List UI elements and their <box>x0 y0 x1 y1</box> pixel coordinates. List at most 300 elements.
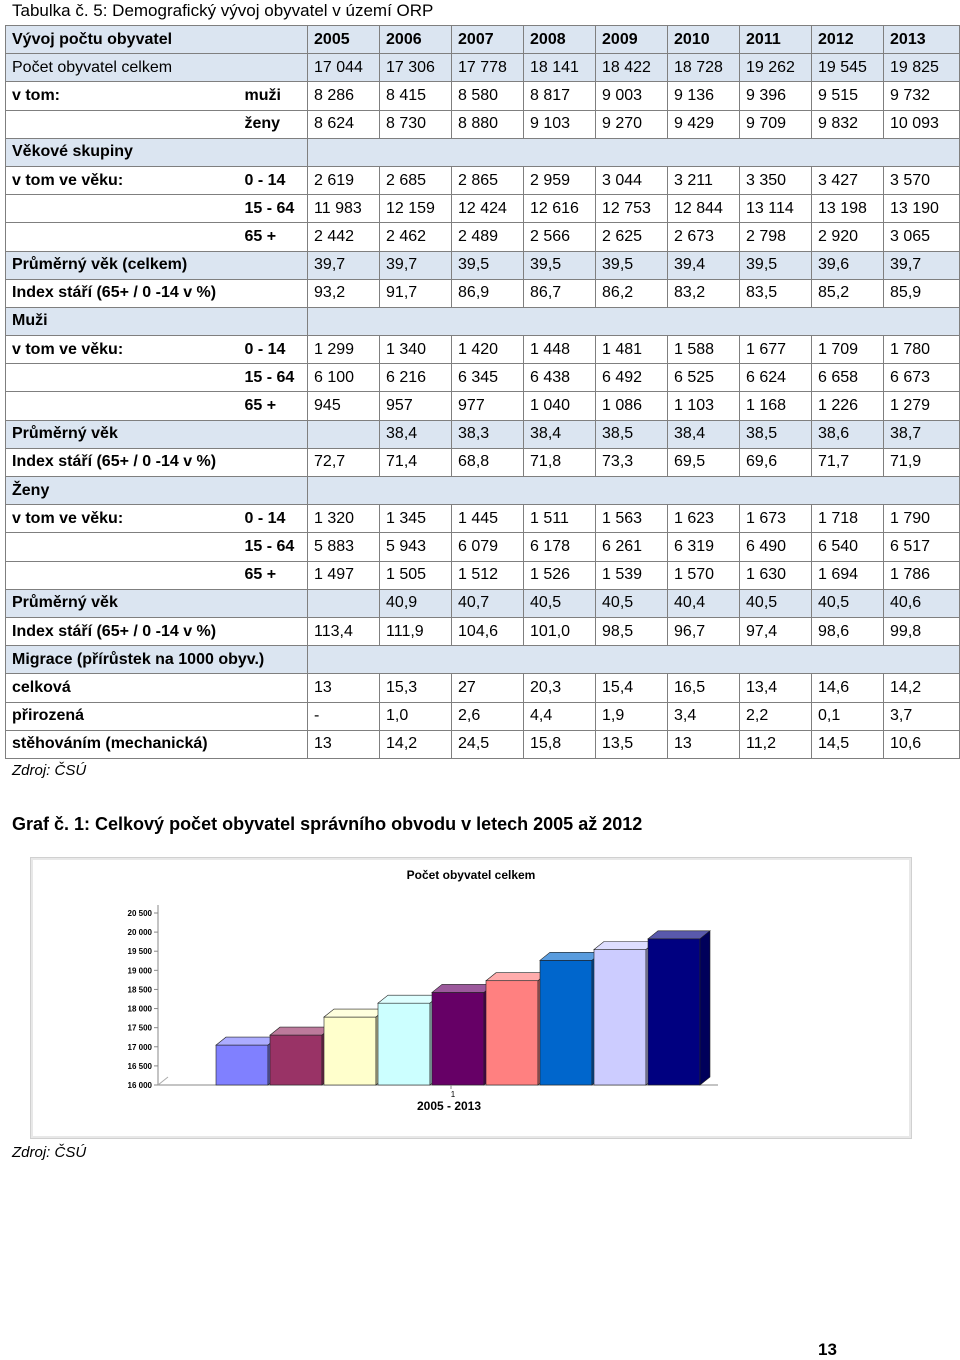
table-row <box>6 561 960 589</box>
row-label: stěhováním (mechanická) <box>6 730 308 758</box>
table-cell: 6 345 <box>452 364 524 392</box>
table-cell: 1 481 <box>596 336 668 364</box>
table-row <box>6 138 960 166</box>
y-tick-label: 19 000 <box>127 966 152 976</box>
table-header-row <box>6 26 960 54</box>
section-label: Ženy <box>6 477 308 505</box>
bar-top <box>324 1009 386 1017</box>
year-header: 2005 <box>308 26 380 54</box>
table-cell: 3 044 <box>596 166 668 194</box>
table-cell: 13 198 <box>812 195 884 223</box>
bar <box>432 992 484 1085</box>
table-cell: 8 817 <box>524 82 596 110</box>
table-cell: 2 489 <box>452 223 524 251</box>
bar-top <box>216 1037 278 1045</box>
row-label: Průměrný věk (celkem) <box>6 251 308 279</box>
section-label: Migrace (přírůstek na 1000 obyv.) <box>6 646 308 674</box>
table-cell: 8 580 <box>452 82 524 110</box>
table-cell: 2 685 <box>380 166 452 194</box>
row-label <box>6 110 239 138</box>
table-cell: 1 563 <box>596 505 668 533</box>
bar <box>378 1003 430 1085</box>
table-cell: 13 <box>308 674 380 702</box>
table-cell: 8 286 <box>308 82 380 110</box>
table-cell: 9 003 <box>596 82 668 110</box>
table-cell: 1 790 <box>884 505 960 533</box>
section-label: Věkové skupiny <box>6 138 308 166</box>
table-cell: 6 216 <box>380 364 452 392</box>
row-sublabel: 15 - 64 <box>239 533 308 561</box>
table-cell: 13 114 <box>740 195 812 223</box>
table-cell: 101,0 <box>524 617 596 645</box>
y-tick-label: 16 000 <box>127 1081 152 1090</box>
table-cell: - <box>308 702 380 730</box>
table-cell: 9 270 <box>596 110 668 138</box>
table-cell: 68,8 <box>452 448 524 476</box>
table-cell: 71,9 <box>884 448 960 476</box>
section-spacer <box>308 307 960 335</box>
row-label: v tom ve věku: <box>6 336 239 364</box>
table-cell: 1 299 <box>308 336 380 364</box>
table-row <box>6 730 960 758</box>
table-cell: 12 616 <box>524 195 596 223</box>
table-cell: 6 100 <box>308 364 380 392</box>
bar <box>486 981 538 1085</box>
table-cell: 14,6 <box>812 674 884 702</box>
table-cell: 69,6 <box>740 448 812 476</box>
table-cell: 73,3 <box>596 448 668 476</box>
table-cell: 9 832 <box>812 110 884 138</box>
bar-top <box>648 931 710 939</box>
table-cell: 6 517 <box>884 533 960 561</box>
table-cell: 40,5 <box>524 589 596 617</box>
table-row <box>6 617 960 645</box>
row-label: v tom ve věku: <box>6 166 239 194</box>
table-row <box>6 646 960 674</box>
table-cell: 1 445 <box>452 505 524 533</box>
y-tick-label: 20 000 <box>127 928 152 938</box>
table-cell: 85,9 <box>884 279 960 307</box>
table-cell: 40,6 <box>884 589 960 617</box>
table-cell: 2 959 <box>524 166 596 194</box>
bar <box>324 1017 376 1085</box>
table-cell: 11 983 <box>308 195 380 223</box>
table-row <box>6 392 960 420</box>
row-label: v tom: <box>6 82 239 110</box>
y-tick-label: 18 000 <box>127 1004 152 1014</box>
table-cell: 6 319 <box>668 533 740 561</box>
table-cell: 3 350 <box>740 166 812 194</box>
table-row <box>6 477 960 505</box>
table-cell: 40,7 <box>452 589 524 617</box>
table-cell: 12 424 <box>452 195 524 223</box>
table-cell: 13 <box>308 730 380 758</box>
row-sublabel: 65 + <box>239 561 308 589</box>
table-cell: 6 624 <box>740 364 812 392</box>
table-cell: 5 883 <box>308 533 380 561</box>
table-cell: 6 438 <box>524 364 596 392</box>
table-cell: 1 103 <box>668 392 740 420</box>
bar <box>216 1045 268 1085</box>
table-cell: 6 492 <box>596 364 668 392</box>
table-cell: 39,5 <box>524 251 596 279</box>
section-spacer <box>308 138 960 166</box>
source-note: Zdroj: ČSÚ <box>12 1144 87 1161</box>
row-sublabel: 0 - 14 <box>239 336 308 364</box>
table-cell: 3 427 <box>812 166 884 194</box>
table-cell: 19 825 <box>884 54 960 82</box>
table-cell: 39,5 <box>740 251 812 279</box>
table-cell: 1 539 <box>596 561 668 589</box>
row-sublabel: muži <box>239 82 308 110</box>
bar <box>270 1035 322 1085</box>
row-label <box>6 392 239 420</box>
table-cell: 40,9 <box>380 589 452 617</box>
table-cell: 1 505 <box>380 561 452 589</box>
table-cell: 40,5 <box>740 589 812 617</box>
bar-top <box>378 995 440 1003</box>
year-header: 2013 <box>884 26 960 54</box>
bar-side <box>700 931 710 1085</box>
table-cell: 9 396 <box>740 82 812 110</box>
table-cell: 2 625 <box>596 223 668 251</box>
table-cell: 10,6 <box>884 730 960 758</box>
table-title: Tabulka č. 5: Demografický vývoj obyvatel v území ORP <box>12 1 434 20</box>
row-sublabel: 15 - 64 <box>239 195 308 223</box>
table-cell: 8 624 <box>308 110 380 138</box>
year-header: 2011 <box>740 26 812 54</box>
table-cell: 86,7 <box>524 279 596 307</box>
table-cell: 1 448 <box>524 336 596 364</box>
row-label <box>6 533 239 561</box>
table-row <box>6 279 960 307</box>
y-tick-label: 16 500 <box>127 1061 152 1071</box>
year-header: 2007 <box>452 26 524 54</box>
table-cell: 38,5 <box>596 420 668 448</box>
table-cell: 12 844 <box>668 195 740 223</box>
table-cell: 40,5 <box>812 589 884 617</box>
table-cell: 38,7 <box>884 420 960 448</box>
table-cell: 1 588 <box>668 336 740 364</box>
row-sublabel: 65 + <box>239 223 308 251</box>
table-cell: 12 753 <box>596 195 668 223</box>
table-cell: 2 566 <box>524 223 596 251</box>
table-cell: 38,4 <box>524 420 596 448</box>
table-cell: 98,6 <box>812 617 884 645</box>
table-row <box>6 674 960 702</box>
table-cell: 39,5 <box>452 251 524 279</box>
table-row <box>6 336 960 364</box>
table-cell: 19 262 <box>740 54 812 82</box>
table-cell: 1 497 <box>308 561 380 589</box>
chart-container <box>30 857 912 1139</box>
table-cell: 13,4 <box>740 674 812 702</box>
table-cell: 3,7 <box>884 702 960 730</box>
table-cell: 1 630 <box>740 561 812 589</box>
bar <box>594 950 646 1085</box>
table-cell: 13,5 <box>596 730 668 758</box>
table-row <box>6 110 960 138</box>
table-cell: 83,5 <box>740 279 812 307</box>
table-cell: 27 <box>452 674 524 702</box>
table-cell: 38,4 <box>380 420 452 448</box>
bar-top <box>594 942 656 950</box>
table-cell: 2 865 <box>452 166 524 194</box>
table-cell: 98,5 <box>596 617 668 645</box>
table-row <box>6 420 960 448</box>
table-cell <box>308 589 380 617</box>
y-tick-label: 19 500 <box>127 947 152 957</box>
table-cell: 2 673 <box>668 223 740 251</box>
table-cell: 1 168 <box>740 392 812 420</box>
table-cell <box>308 420 380 448</box>
table-cell: 71,7 <box>812 448 884 476</box>
table-cell: 104,6 <box>452 617 524 645</box>
table-cell: 12 159 <box>380 195 452 223</box>
row-label: Index stáří (65+ / 0 -14 v %) <box>6 617 308 645</box>
table-cell: 945 <box>308 392 380 420</box>
table-cell: 24,5 <box>452 730 524 758</box>
table-cell: 83,2 <box>668 279 740 307</box>
table-cell: 38,5 <box>740 420 812 448</box>
table-cell: 17 306 <box>380 54 452 82</box>
table-cell: 9 103 <box>524 110 596 138</box>
table-cell: 99,8 <box>884 617 960 645</box>
table-row <box>6 702 960 730</box>
table-cell: 1 420 <box>452 336 524 364</box>
table-body <box>6 54 960 759</box>
table-row <box>6 533 960 561</box>
y-tick-label: 18 500 <box>127 985 152 995</box>
table-cell: 15,3 <box>380 674 452 702</box>
table-row <box>6 251 960 279</box>
x-tick-label: 1 <box>450 1090 456 1099</box>
table-cell: 38,3 <box>452 420 524 448</box>
row-label: v tom ve věku: <box>6 505 239 533</box>
table-cell: 39,7 <box>380 251 452 279</box>
table-cell: 2 462 <box>380 223 452 251</box>
table-cell: 1 345 <box>380 505 452 533</box>
table-cell: 17 044 <box>308 54 380 82</box>
table-cell: 71,8 <box>524 448 596 476</box>
table-cell: 17 778 <box>452 54 524 82</box>
table-cell: 6 178 <box>524 533 596 561</box>
table-cell: 13 <box>668 730 740 758</box>
table-cell: 16,5 <box>668 674 740 702</box>
table-cell: 71,4 <box>380 448 452 476</box>
table-cell: 13 190 <box>884 195 960 223</box>
table-cell: 40,5 <box>596 589 668 617</box>
year-header: 2010 <box>668 26 740 54</box>
y-tick-label: 17 500 <box>127 1023 152 1033</box>
table-cell: 2 920 <box>812 223 884 251</box>
table-cell: 11,2 <box>740 730 812 758</box>
table-cell: 3,4 <box>668 702 740 730</box>
table-cell: 3 570 <box>884 166 960 194</box>
table-cell: 6 490 <box>740 533 812 561</box>
table-row <box>6 223 960 251</box>
table-cell: 9 732 <box>884 82 960 110</box>
table-cell: 15,8 <box>524 730 596 758</box>
table-cell: 8 880 <box>452 110 524 138</box>
table-cell: 18 422 <box>596 54 668 82</box>
table-cell: 39,7 <box>884 251 960 279</box>
table-cell: 1 570 <box>668 561 740 589</box>
section-spacer <box>308 646 960 674</box>
table-row <box>6 589 960 617</box>
table-cell: 5 943 <box>380 533 452 561</box>
table-cell: 14,2 <box>884 674 960 702</box>
table-cell: 1,9 <box>596 702 668 730</box>
table-row <box>6 307 960 335</box>
table-cell: 96,7 <box>668 617 740 645</box>
table-cell: 38,6 <box>812 420 884 448</box>
row-label: Index stáří (65+ / 0 -14 v %) <box>6 279 308 307</box>
table-cell: 1 279 <box>884 392 960 420</box>
x-axis-label: 2005 - 2013 <box>416 1099 482 1113</box>
graph-title: Graf č. 1: Celkový počet obyvatel správního obvodu v letech 2005 až 2012 <box>12 814 643 834</box>
row-label: Počet obyvatel celkem <box>6 54 308 82</box>
demographic-table <box>5 25 960 759</box>
table-cell: 86,2 <box>596 279 668 307</box>
table-cell: 91,7 <box>380 279 452 307</box>
table-cell: 6 261 <box>596 533 668 561</box>
row-label <box>6 195 239 223</box>
table-cell: 6 079 <box>452 533 524 561</box>
table-cell: 1 511 <box>524 505 596 533</box>
year-header: 2008 <box>524 26 596 54</box>
table-cell: 113,4 <box>308 617 380 645</box>
table-cell: 10 093 <box>884 110 960 138</box>
row-label: Průměrný věk <box>6 420 308 448</box>
table-cell: 86,9 <box>452 279 524 307</box>
table-header-label: Vývoj počtu obyvatel <box>6 26 308 54</box>
table-row <box>6 448 960 476</box>
table-cell: 1 320 <box>308 505 380 533</box>
row-label <box>6 223 239 251</box>
row-label: Index stáří (65+ / 0 -14 v %) <box>6 448 308 476</box>
table-cell: 1 512 <box>452 561 524 589</box>
table-cell: 18 728 <box>668 54 740 82</box>
table-cell: 2,6 <box>452 702 524 730</box>
table-cell: 39,5 <box>596 251 668 279</box>
table-cell: 1 673 <box>740 505 812 533</box>
table-cell: 9 515 <box>812 82 884 110</box>
row-label: celková <box>6 674 308 702</box>
row-label <box>6 561 239 589</box>
table-row <box>6 54 960 82</box>
table-cell: 40,4 <box>668 589 740 617</box>
table-cell: 1 694 <box>812 561 884 589</box>
section-label: Muži <box>6 307 308 335</box>
bar-chart <box>30 857 912 1139</box>
table-cell: 6 658 <box>812 364 884 392</box>
table-cell: 2 798 <box>740 223 812 251</box>
table-cell: 14,5 <box>812 730 884 758</box>
table-cell: 1 040 <box>524 392 596 420</box>
table-cell: 39,7 <box>308 251 380 279</box>
row-sublabel: 15 - 64 <box>239 364 308 392</box>
bar <box>540 960 592 1085</box>
table-cell: 1 226 <box>812 392 884 420</box>
table-cell: 9 429 <box>668 110 740 138</box>
table-cell: 1 340 <box>380 336 452 364</box>
table-cell: 1 086 <box>596 392 668 420</box>
section-spacer <box>308 477 960 505</box>
year-header: 2009 <box>596 26 668 54</box>
table-cell: 18 141 <box>524 54 596 82</box>
row-label: Průměrný věk <box>6 589 308 617</box>
row-sublabel: 0 - 14 <box>239 505 308 533</box>
table-cell: 8 415 <box>380 82 452 110</box>
table-cell: 1 709 <box>812 336 884 364</box>
table-cell: 39,6 <box>812 251 884 279</box>
table-cell: 9 136 <box>668 82 740 110</box>
source-note: Zdroj: ČSÚ <box>12 762 87 779</box>
bar-top <box>432 984 494 992</box>
table-cell: 6 525 <box>668 364 740 392</box>
table-cell: 39,4 <box>668 251 740 279</box>
table-cell: 2 442 <box>308 223 380 251</box>
table-cell: 85,2 <box>812 279 884 307</box>
table-cell: 1 623 <box>668 505 740 533</box>
table-cell: 14,2 <box>380 730 452 758</box>
table-row <box>6 505 960 533</box>
table-cell: 1 786 <box>884 561 960 589</box>
table-cell: 2 619 <box>308 166 380 194</box>
table-cell: 38,4 <box>668 420 740 448</box>
table-cell: 6 673 <box>884 364 960 392</box>
row-sublabel: 0 - 14 <box>239 166 308 194</box>
table-cell: 1 780 <box>884 336 960 364</box>
table-row <box>6 166 960 194</box>
table-cell: 97,4 <box>740 617 812 645</box>
table-cell: 8 730 <box>380 110 452 138</box>
chart-title: Počet obyvatel celkem <box>406 868 536 882</box>
table-cell: 1 526 <box>524 561 596 589</box>
page-number: 13 <box>818 1340 837 1359</box>
table-row <box>6 82 960 110</box>
table-row <box>6 195 960 223</box>
table-cell: 72,7 <box>308 448 380 476</box>
table-cell: 4,4 <box>524 702 596 730</box>
table-cell: 6 540 <box>812 533 884 561</box>
bar-top <box>540 952 602 960</box>
bar-top <box>270 1027 332 1035</box>
row-sublabel: 65 + <box>239 392 308 420</box>
table-cell: 3 065 <box>884 223 960 251</box>
table-cell: 977 <box>452 392 524 420</box>
table-cell: 1,0 <box>380 702 452 730</box>
bar-top <box>486 973 548 981</box>
table-row <box>6 364 960 392</box>
y-tick-label: 17 000 <box>127 1042 152 1052</box>
table-cell: 1 677 <box>740 336 812 364</box>
row-label <box>6 364 239 392</box>
table-cell: 1 718 <box>812 505 884 533</box>
row-sublabel: ženy <box>239 110 308 138</box>
table-cell: 19 545 <box>812 54 884 82</box>
table-cell: 15,4 <box>596 674 668 702</box>
table-cell: 9 709 <box>740 110 812 138</box>
table-cell: 20,3 <box>524 674 596 702</box>
y-tick-label: 20 500 <box>127 909 152 918</box>
year-header: 2012 <box>812 26 884 54</box>
table-cell: 2,2 <box>740 702 812 730</box>
table-cell: 3 211 <box>668 166 740 194</box>
table-cell: 0,1 <box>812 702 884 730</box>
table-cell: 93,2 <box>308 279 380 307</box>
